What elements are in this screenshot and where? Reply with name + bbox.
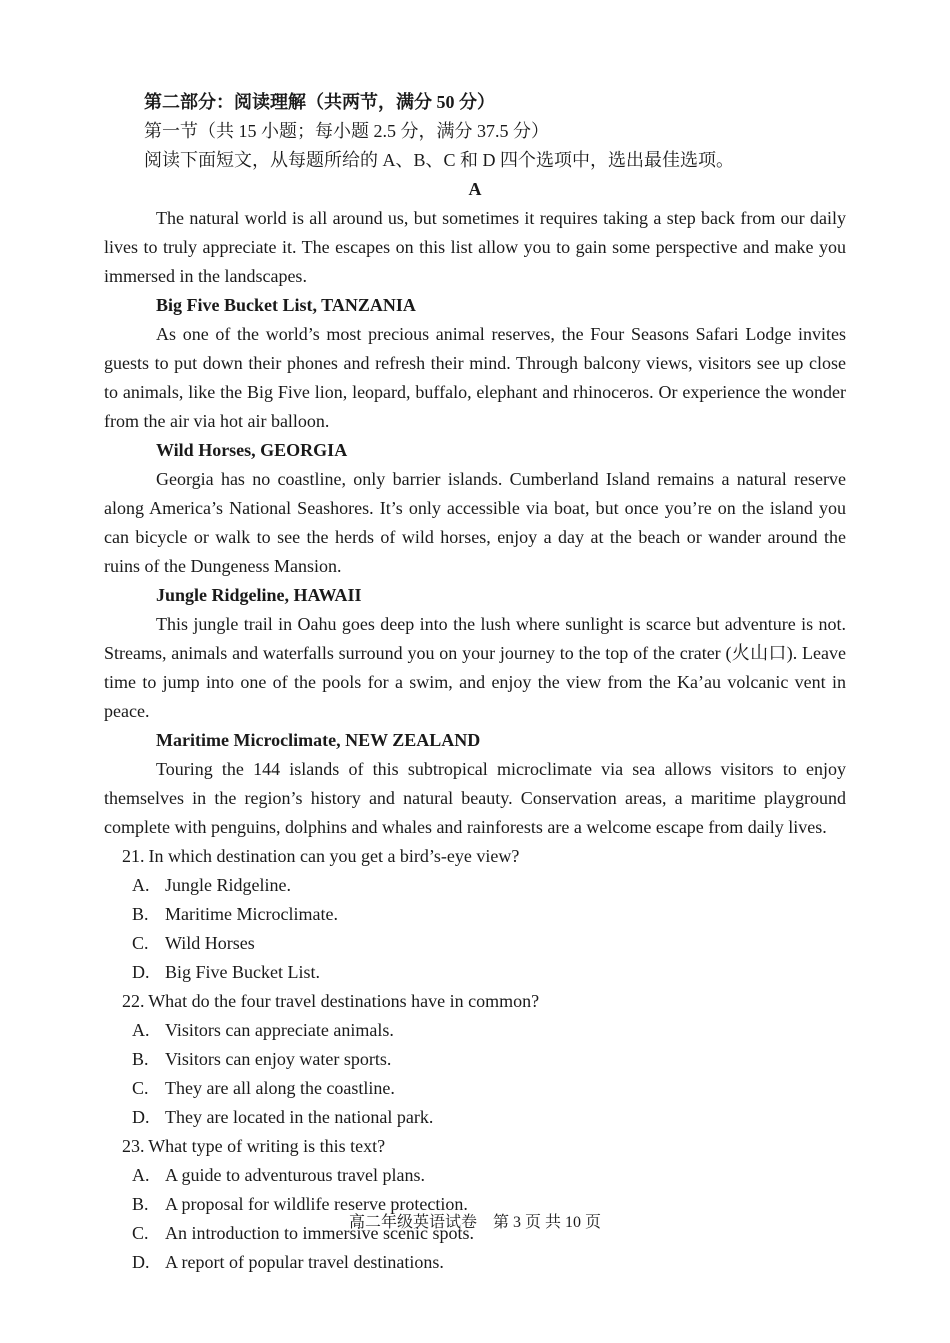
option-letter: D. — [132, 1252, 150, 1272]
option-letter: A. — [132, 1020, 150, 1040]
question-text: In which destination can you get a bird’s-eye view? — [148, 846, 520, 866]
option-letter: C. — [132, 1223, 149, 1243]
option-c[interactable] — [132, 1074, 487, 1103]
option-text: They are all along the coastline. — [165, 1078, 395, 1098]
option-b[interactable] — [132, 900, 487, 929]
option-text: They are located in the national park. — [165, 1107, 434, 1127]
option-text: Jungle Ridgeline. — [165, 875, 291, 895]
section-body: As one of the world’s most precious animal reserves, the Four Seasons Safari Lodge invites guests to put down their phones and refresh their mind. Through balcony views, visitors see up close to animals, like the Big Five lion, leopard, buffalo, elephant and rhinoceros. Or experience the wonder from the air via hot air balloon. — [104, 324, 846, 431]
section-heading: Jungle Ridgeline, HAWAII — [156, 585, 362, 605]
instructions: 阅读下面短文，从每题所给的 A、B、C 和 D 四个选项中，选出最佳选项。 — [144, 150, 735, 170]
section-title: 第一节（共 15 小题；每小题 2.5 分，满分 37.5 分） — [144, 121, 549, 141]
question-stem — [122, 842, 846, 871]
option-a[interactable] — [132, 871, 487, 900]
part-title: 第二部分：阅读理解（共两节，满分 50 分） — [144, 92, 495, 112]
option-text: A report of popular travel destinations. — [165, 1252, 444, 1272]
option-text: A proposal for wildlife reserve protection. — [165, 1194, 468, 1214]
section-body: Touring the 144 islands of this subtropical microclimate via sea allows visitors to enjoy themselves in the region’s history and natural beauty. Conservation areas, a maritime playground complete with penguins, dolphins and whales and rainforests are a welcome escape from daily lives. — [104, 759, 846, 837]
option-a[interactable] — [132, 1016, 487, 1045]
option-text: Maritime Microclimate. — [165, 904, 338, 924]
option-letter: D. — [132, 1107, 150, 1127]
question-21 — [104, 842, 846, 987]
section-heading: Big Five Bucket List, TANZANIA — [156, 295, 416, 315]
option-c[interactable] — [132, 929, 487, 958]
option-d[interactable] — [132, 1103, 487, 1132]
passage-intro: The natural world is all around us, but sometimes it requires taking a step back from our daily lives to truly appreciate it. The escapes on this list allow you to gain some perspective and make you immersed in the landscapes. — [104, 208, 846, 286]
passage-label: A — [468, 179, 482, 199]
option-letter: D. — [132, 962, 150, 982]
section-body: This jungle trail in Oahu goes deep into the lush where sunlight is scarce but adventure is not. Streams, animals and waterfalls surround you on your journey to the top of the crater (火山口). Leave time to jump into one of the pools for a swim, and enjoy the view from the Ka’au volcanic vent in peace. — [104, 614, 846, 721]
option-text: Visitors can appreciate animals. — [165, 1020, 394, 1040]
options — [104, 1016, 846, 1132]
option-letter: B. — [132, 1049, 149, 1069]
option-d[interactable] — [132, 958, 487, 987]
question-stem — [122, 1132, 846, 1161]
option-text: A guide to adventurous travel plans. — [165, 1165, 425, 1185]
question-text: What type of writing is this text? — [148, 1136, 386, 1156]
option-d[interactable] — [132, 1248, 832, 1277]
question-number: 22. — [122, 991, 145, 1011]
option-a[interactable] — [132, 1161, 832, 1190]
exam-page — [104, 88, 846, 1277]
section-heading: Wild Horses, GEORGIA — [156, 440, 348, 460]
option-letter: B. — [132, 904, 149, 924]
options — [104, 871, 846, 987]
section-body: Georgia has no coastline, only barrier islands. Cumberland Island remains a natural reserve along America’s National Seashores. It’s only accessible via boat, but once you’re on the island you can bicycle or walk to see the herds of wild horses, enjoy a day at the beach or wander around the ruins of the Dungeness Mansion. — [104, 469, 846, 576]
question-stem — [122, 987, 846, 1016]
option-text: Visitors can enjoy water sports. — [165, 1049, 392, 1069]
option-text: Big Five Bucket List. — [165, 962, 320, 982]
option-text: Wild Horses — [165, 933, 255, 953]
option-text: An introduction to immersive scenic spots. — [165, 1223, 474, 1243]
section-heading: Maritime Microclimate, NEW ZEALAND — [156, 730, 481, 750]
question-number: 21. — [122, 846, 145, 866]
question-22 — [104, 987, 846, 1132]
option-b[interactable] — [132, 1045, 487, 1074]
option-letter: B. — [132, 1194, 149, 1214]
question-23 — [104, 1132, 846, 1277]
question-text: What do the four travel destinations have in common? — [148, 991, 540, 1011]
option-letter: C. — [132, 1078, 149, 1098]
option-letter: A. — [132, 875, 150, 895]
option-letter: A. — [132, 1165, 150, 1185]
option-letter: C. — [132, 933, 149, 953]
question-number: 23. — [122, 1136, 145, 1156]
page-footer: 高二年级英语试卷 第 3 页 共 10 页 — [348, 1214, 601, 1231]
